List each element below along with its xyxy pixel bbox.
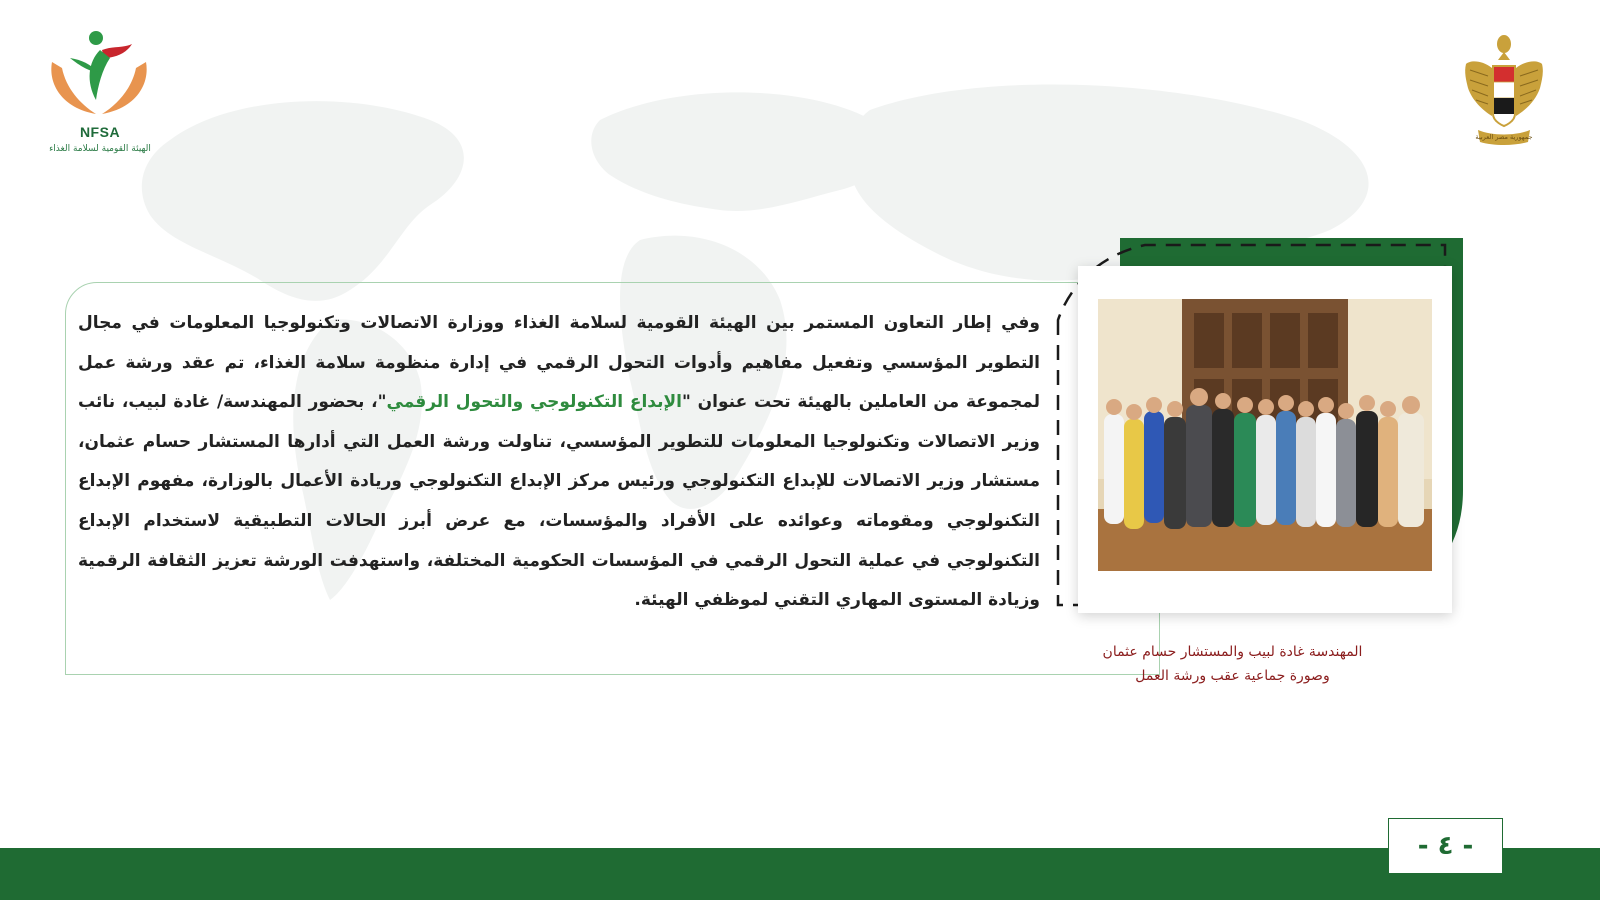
nfsa-logo	[40, 28, 160, 163]
photo-caption-line1: المهندسة غادة لبيب والمستشار حسام عثمان	[1102, 644, 1363, 660]
page-number: - ٤ -	[1388, 818, 1503, 874]
article-text-part2: "، بحضور المهندسة/ غادة لبيب، نائب وزير الاتصالات وتكنولوجيا المعلومات للتطوير المؤسسي، تناولت ورشة العمل التي أدارها المستشار حسام عثمان، مستشار وزير الاتصالات للإبداع التكنولوجي ورئيس مركز الإبداع التكنولوجي وريادة الأعمال بالوزارة، مفهوم الإبداع التكنولوجي ومقوماته وعوائده على الأفراد والمؤسسات، مع عرض أبرز الحالات التطبيقية لاستخدام الإبداع التكنولوجي في عملية التحول الرقمي في المؤسسات الحكومية المختلفة، واستهدفت الورشة تعزيز الثقافة الرقمية وزيادة المستوى المهاري التقني لموظفي الهيئة.	[78, 392, 1040, 611]
nfsa-logo-subtitle: الهيئة القومية لسلامة الغذاء	[49, 144, 151, 154]
article-body	[78, 304, 1040, 621]
photo-card	[1078, 266, 1452, 613]
photo-caption	[1060, 640, 1405, 688]
emblem-banner-text: جمهورية مصر العربية	[1475, 133, 1533, 141]
egypt-eagle-emblem-icon	[1458, 30, 1550, 150]
group-photo	[1098, 299, 1432, 571]
article-text-part1: وفي إطار التعاون المستمر بين الهيئة القومية لسلامة الغذاء ووزارة الاتصالات وتكنولوجيا المعلومات في مجال التطوير المؤسسي وتفعيل مفاهيم وأدوات التحول الرقمي في إدارة منظومة سلامة الغذاء، تم عقد ورشة عمل لمجموعة من العاملين بالهيئة تحت عنوان "	[78, 313, 1041, 413]
footer-bar	[0, 848, 1600, 900]
workshop-title-highlight: الإبداع التكنولوجي والتحول الرقمي	[386, 392, 682, 413]
nfsa-logo-name: NFSA	[79, 124, 121, 140]
photo-caption-line2: وصورة جماعية عقب ورشة العمل	[1135, 668, 1330, 684]
nfsa-hands-icon	[40, 28, 160, 128]
